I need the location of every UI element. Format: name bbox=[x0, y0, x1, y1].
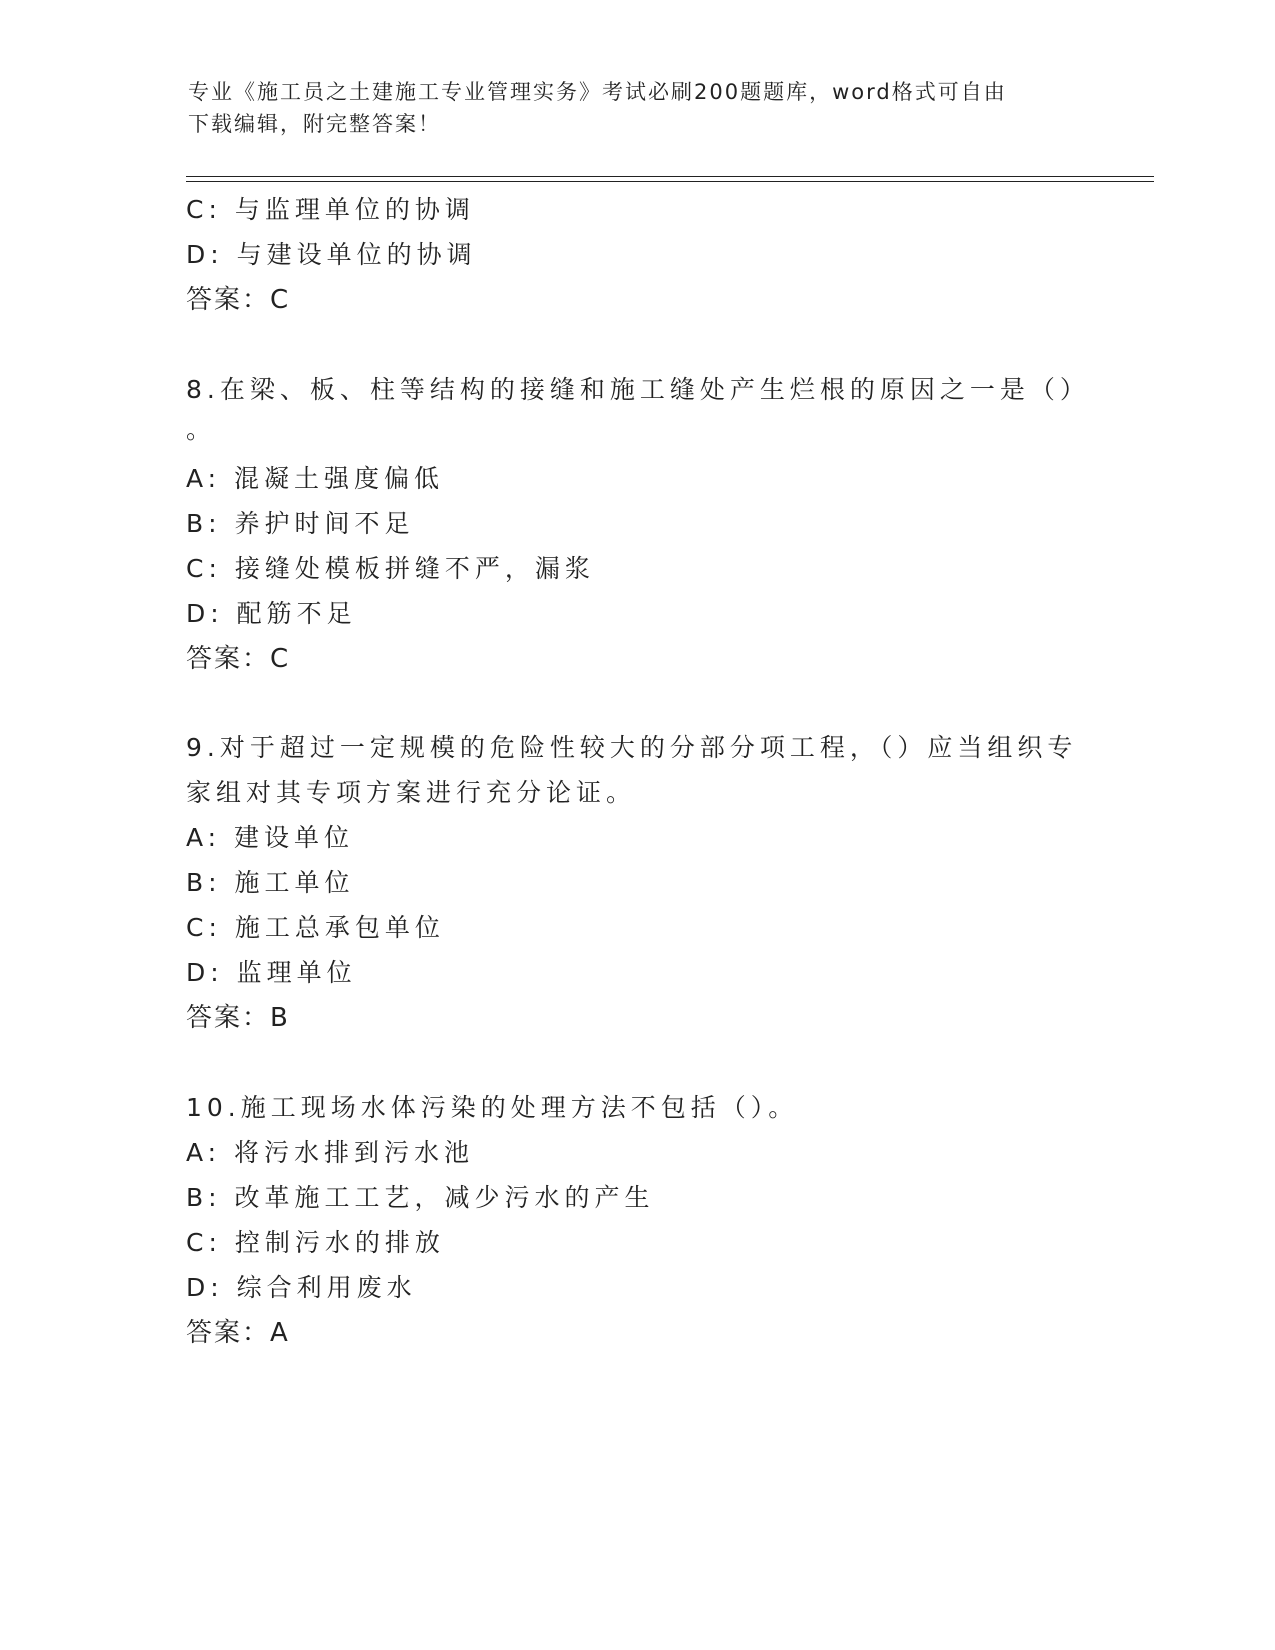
q10-option-b: B: 改革施工工艺，减少污水的产生 bbox=[186, 1183, 655, 1212]
q9-option-b: B: 施工单位 bbox=[186, 868, 355, 897]
q9-answer: 答案：B bbox=[186, 1003, 290, 1033]
q8-option-a: A: 混凝土强度偏低 bbox=[186, 464, 445, 493]
q9-option-a: A: 建设单位 bbox=[186, 823, 355, 852]
q8-option-b: B: 养护时间不足 bbox=[186, 509, 415, 538]
q8-option-d: D: 配筋不足 bbox=[186, 599, 357, 628]
q9-option-d: D: 监理单位 bbox=[186, 958, 357, 987]
q9-option-c: C: 施工总承包单位 bbox=[186, 913, 445, 942]
q9-stem-line-2: 家组对其专项方案进行充分论证。 bbox=[186, 778, 637, 807]
header-divider-bottom bbox=[186, 181, 1154, 182]
q10-answer: 答案：A bbox=[186, 1318, 290, 1348]
q7-answer: 答案：C bbox=[186, 285, 291, 315]
q10-option-a: A: 将污水排到污水池 bbox=[186, 1138, 475, 1167]
q7-option-d: D: 与建设单位的协调 bbox=[186, 240, 477, 269]
q10-stem-line-1: 10.施工现场水体污染的处理方法不包括（）。 bbox=[186, 1093, 799, 1122]
document-header bbox=[188, 76, 1088, 140]
header-divider-top bbox=[186, 176, 1154, 177]
q7-option-c: C: 与监理单位的协调 bbox=[186, 195, 475, 224]
q8-stem-line-2: 。 bbox=[186, 415, 217, 444]
header-line-1: 专业《施工员之土建施工专业管理实务》考试必刷200题题库，word格式可自由 bbox=[188, 80, 1007, 104]
header-line-2: 下载编辑，附完整答案！ bbox=[188, 112, 441, 136]
q9-stem-line-1: 9.对于超过一定规模的危险性较大的分部分项工程，（）应当组织专 bbox=[186, 733, 1078, 762]
q10-option-d: D: 综合利用废水 bbox=[186, 1273, 417, 1302]
q8-answer: 答案：C bbox=[186, 644, 291, 674]
q8-option-c: C: 接缝处模板拼缝不严，漏浆 bbox=[186, 554, 595, 583]
q10-option-c: C: 控制污水的排放 bbox=[186, 1228, 445, 1257]
q8-stem-line-1: 8.在梁、板、柱等结构的接缝和施工缝处产生烂根的原因之一是（） bbox=[186, 375, 1090, 404]
